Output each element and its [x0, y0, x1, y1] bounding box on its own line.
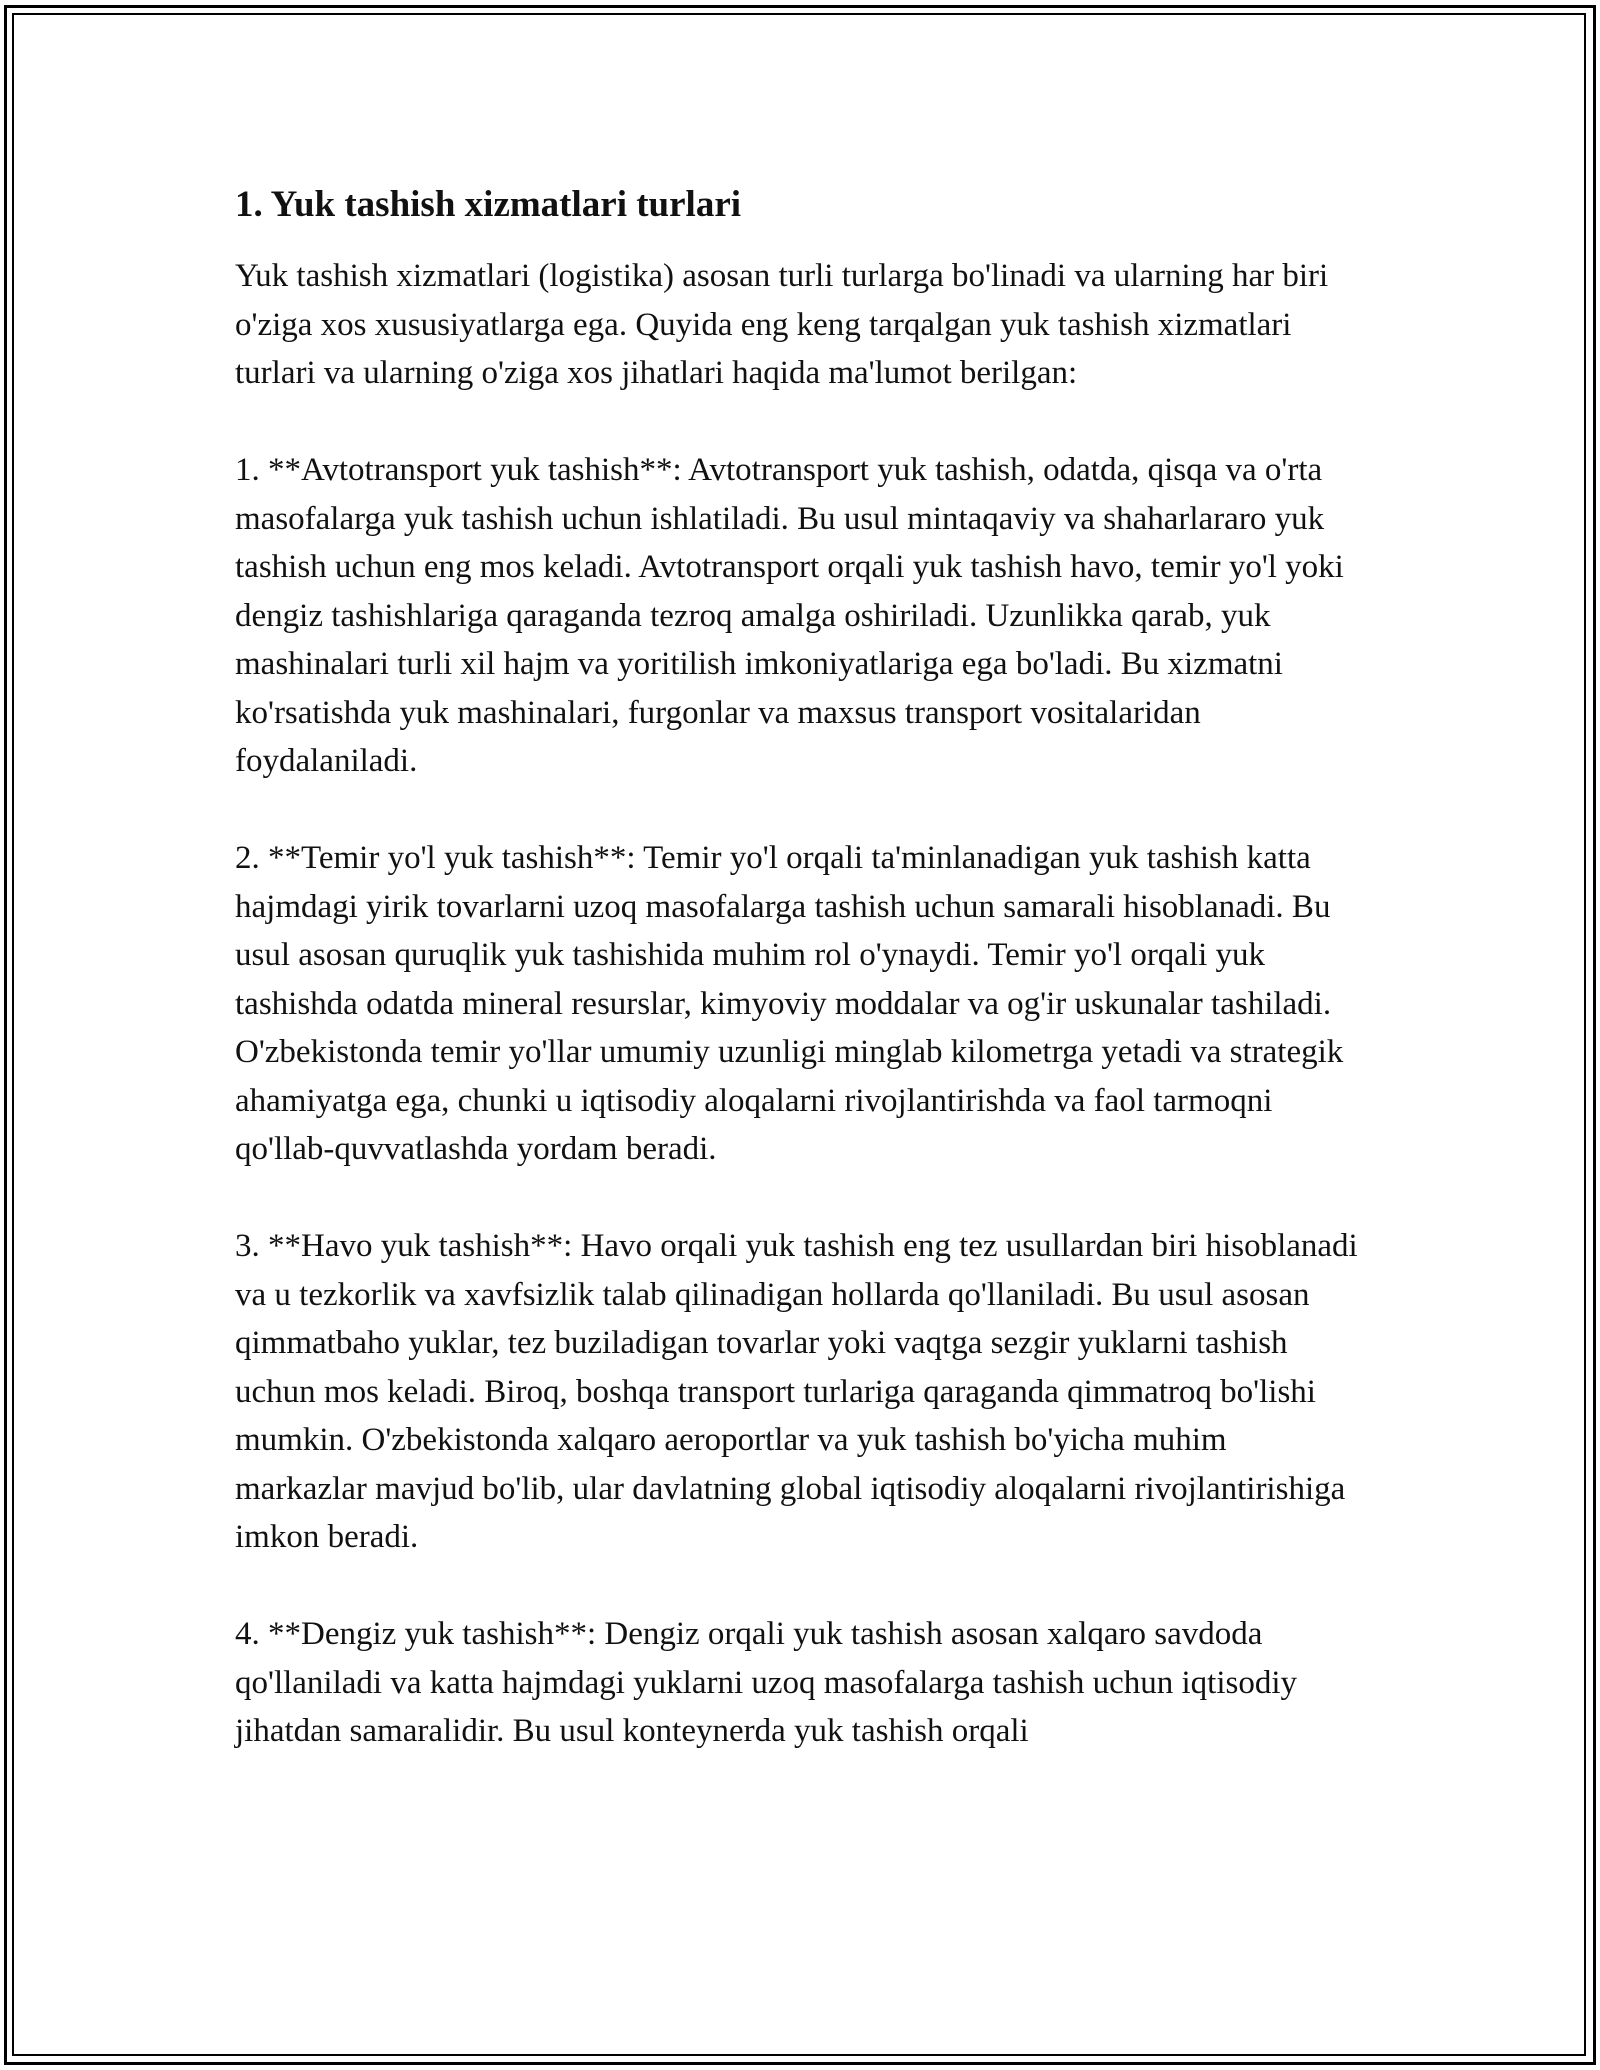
section-heading: 1. Yuk tashish xizmatlari turlari — [235, 184, 742, 225]
paragraph-sea-transport: 4. **Dengiz yuk tashish**: Dengiz orqali yuk tashish asosan xalqaro savdoda qo'llaniladi va katta hajmdagi yuklarni uzoq masofalarga tashish uchun iqtisodiy jihatdan samaralidir. Bu usul konteynerda yuk tashish orqali — [235, 1616, 1298, 1749]
intro-paragraph: Yuk tashish xizmatlari (logistika) asosan turli turlarga bo'linadi va ularning har biri o'ziga xos xususiyatlarga ega. Quyida eng keng tarqalgan yuk tashish xizmatlari turlari va ularning o'ziga xos jihatlari haqida ma'lumot berilgan: — [235, 258, 1329, 391]
paragraph-air-transport: 3. **Havo yuk tashish**: Havo orqali yuk tashish eng tez usullardan biri hisoblanadi va u tezkorlik va xavfsizlik talab qilinadigan hollarda qo'llaniladi. Bu usul asosan qimmatbaho yuklar, tez buziladigan tovarlar yoki vaqtga sezgir yuklarni tashish uchun mos keladi. Biroq, boshqa transport turlariga qaraganda qimmatroq bo'lishi mumkin. O'zbekistonda xalqaro aeroportlar va yuk tashish bo'yicha muhim markazlar mavjud bo'lib, ular davlatning global iqtisodiy aloqalarni rivojlantirishiga imkon beradi. — [235, 1228, 1358, 1555]
document-body — [235, 180, 1365, 1804]
paragraph-road-transport: 1. **Avtotransport yuk tashish**: Avtotransport yuk tashish, odatda, qisqa va o'rta masofalarga yuk tashish uchun ishlatiladi. Bu usul mintaqaviy va shaharlararo yuk tashish uchun eng mos keladi. Avtotransport orqali yuk tashish havo, temir yo'l yoki dengiz tashishlariga qaraganda tezroq amalga oshiriladi. Uzunlikka qarab, yuk mashinalari turli xil hajm va yoritilish imkoniyatlariga ega bo'ladi. Bu xizmatni ko'rsatishda yuk mashinalari, furgonlar va maxsus transport vositalaridan foydalaniladi. — [235, 452, 1344, 779]
paragraph-rail-transport: 2. **Temir yo'l yuk tashish**: Temir yo'l orqali ta'minlanadigan yuk tashish katta hajmdagi yirik tovarlarni uzoq masofalarga tashish uchun samarali hisoblanadi. Bu usul asosan quruqlik yuk tashishida muhim rol o'ynaydi. Temir yo'l orqali yuk tashishda odatda mineral resurslar, kimyoviy moddalar va og'ir uskunalar tashiladi. O'zbekistonda temir yo'llar umumiy uzunligi minglab kilometrga yetadi va strategik ahamiyatga ega, chunki u iqtisodiy aloqalarni rivojlantirishda va faol tarmoqni qo'llab-quvvatlashda yordam beradi. — [235, 840, 1344, 1167]
